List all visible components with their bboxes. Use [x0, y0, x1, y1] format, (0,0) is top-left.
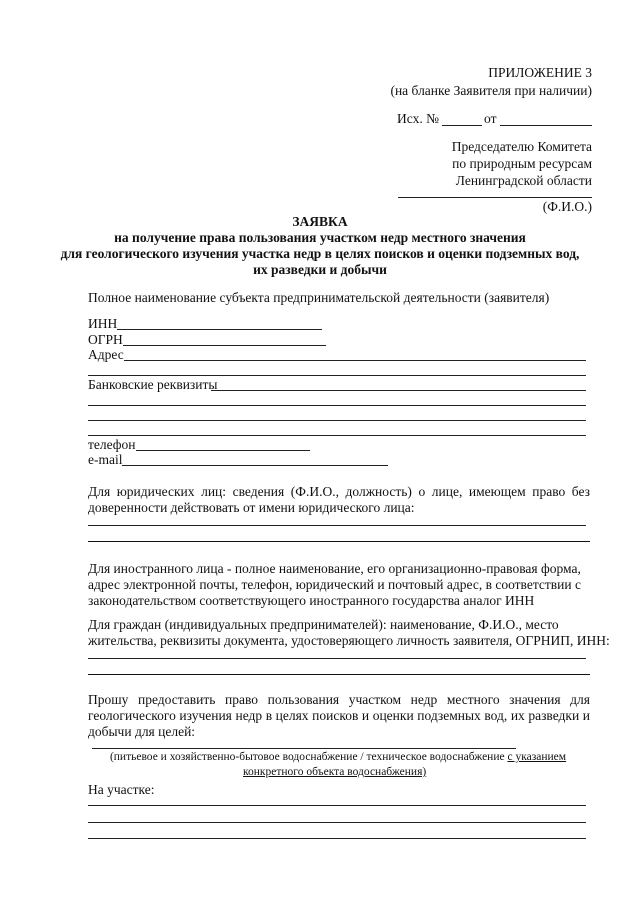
site-label: На участке:	[88, 782, 155, 797]
request-text-line-2: геологического изучения недр в целях поисков и оценки подземных вод, их разведки и	[88, 708, 590, 723]
bank-details-field-3[interactable]	[88, 420, 586, 421]
address-field[interactable]	[124, 360, 586, 361]
site-field-1[interactable]	[88, 805, 586, 806]
legal-entity-field[interactable]	[88, 525, 586, 526]
blank-note: (на бланке Заявителя при наличии)	[390, 83, 592, 98]
addressee-line-1: Председателю Комитета	[451, 139, 592, 154]
inn-field[interactable]	[117, 329, 322, 330]
email-label: e-mail	[88, 452, 123, 467]
addressee-line-2: по природным ресурсам	[452, 156, 592, 171]
email-field[interactable]	[122, 465, 388, 466]
citizens-field-2[interactable]	[88, 674, 590, 675]
request-text-line-3: добычи для целей:	[88, 724, 196, 739]
inn-label: ИНН	[88, 316, 118, 331]
addressee-line-3: Ленинградской области	[455, 173, 592, 188]
foreign-text-line-3: законодательством соответствующего иностранного государства аналог ИНН	[88, 593, 535, 608]
citizens-text-line-2: жительства, реквизиты документа, удостоверяющего личность заявителя, ОГРНИП, ИНН:	[88, 633, 610, 648]
bank-details-field-2[interactable]	[88, 405, 586, 406]
bank-details-label: Банковские реквизиты	[88, 377, 218, 392]
legal-entity-text-line-1: Для юридических лиц: сведения (Ф.И.О., должность) о лице, имеющем право без	[88, 484, 590, 499]
phone-label: телефон	[88, 437, 136, 452]
out-number-field[interactable]	[442, 125, 482, 126]
legal-entity-text-line-2: доверенности действовать от имени юридического лица:	[88, 500, 415, 515]
site-field-3[interactable]	[88, 838, 586, 839]
citizens-text-line-1: Для граждан (индивидуальных предпринимателей): наименование, Ф.И.О., место	[88, 617, 559, 632]
purpose-caption-part-b: с указанием	[507, 751, 567, 763]
date-field[interactable]	[500, 125, 592, 126]
foreign-text-line-1: Для иностранного лица - полное наименование, его организационно-правовая форма,	[88, 561, 581, 576]
purpose-caption-part-a: (питьевое и хозяйственно-бытовое водоснабжение / техническое водоснабжение	[109, 751, 508, 763]
doc-title: ЗАЯВКА	[292, 214, 348, 229]
address-label: Адрес	[88, 347, 124, 362]
purpose-caption-line-2: конкретного объекта водоснабжения)	[243, 766, 427, 778]
site-field-2[interactable]	[88, 822, 586, 823]
ogrn-label: ОГРН	[88, 332, 123, 347]
doc-subtitle-line-3: их разведки и добычи	[253, 262, 387, 277]
appendix-label: ПРИЛОЖЕНИЕ 3	[488, 65, 592, 80]
bank-details-field[interactable]	[211, 390, 586, 391]
citizens-field[interactable]	[88, 658, 586, 659]
request-text-line-1: Прошу предоставить право пользования участком недр местного значения для	[88, 692, 590, 707]
ogrn-field[interactable]	[123, 345, 326, 346]
phone-field[interactable]	[136, 450, 310, 451]
bank-details-field-4[interactable]	[88, 435, 586, 436]
legal-entity-field-2[interactable]	[88, 541, 590, 542]
doc-subtitle-line-1: на получение права пользования участком недр местного значения	[114, 230, 526, 245]
foreign-text-line-2: адрес электронной почты, телефон, юридический и почтовый адрес, в соответствии с	[88, 577, 581, 592]
from-label: от	[484, 111, 497, 126]
applicant-name-label: Полное наименование субъекта предпринимательской деятельности (заявителя)	[88, 290, 550, 305]
fio-caption: (Ф.И.О.)	[542, 199, 592, 214]
out-number-label: Исх. №	[397, 111, 439, 126]
doc-subtitle-line-2: для геологического изучения участка недр в целях поисков и оценки подземных вод,	[60, 246, 580, 261]
